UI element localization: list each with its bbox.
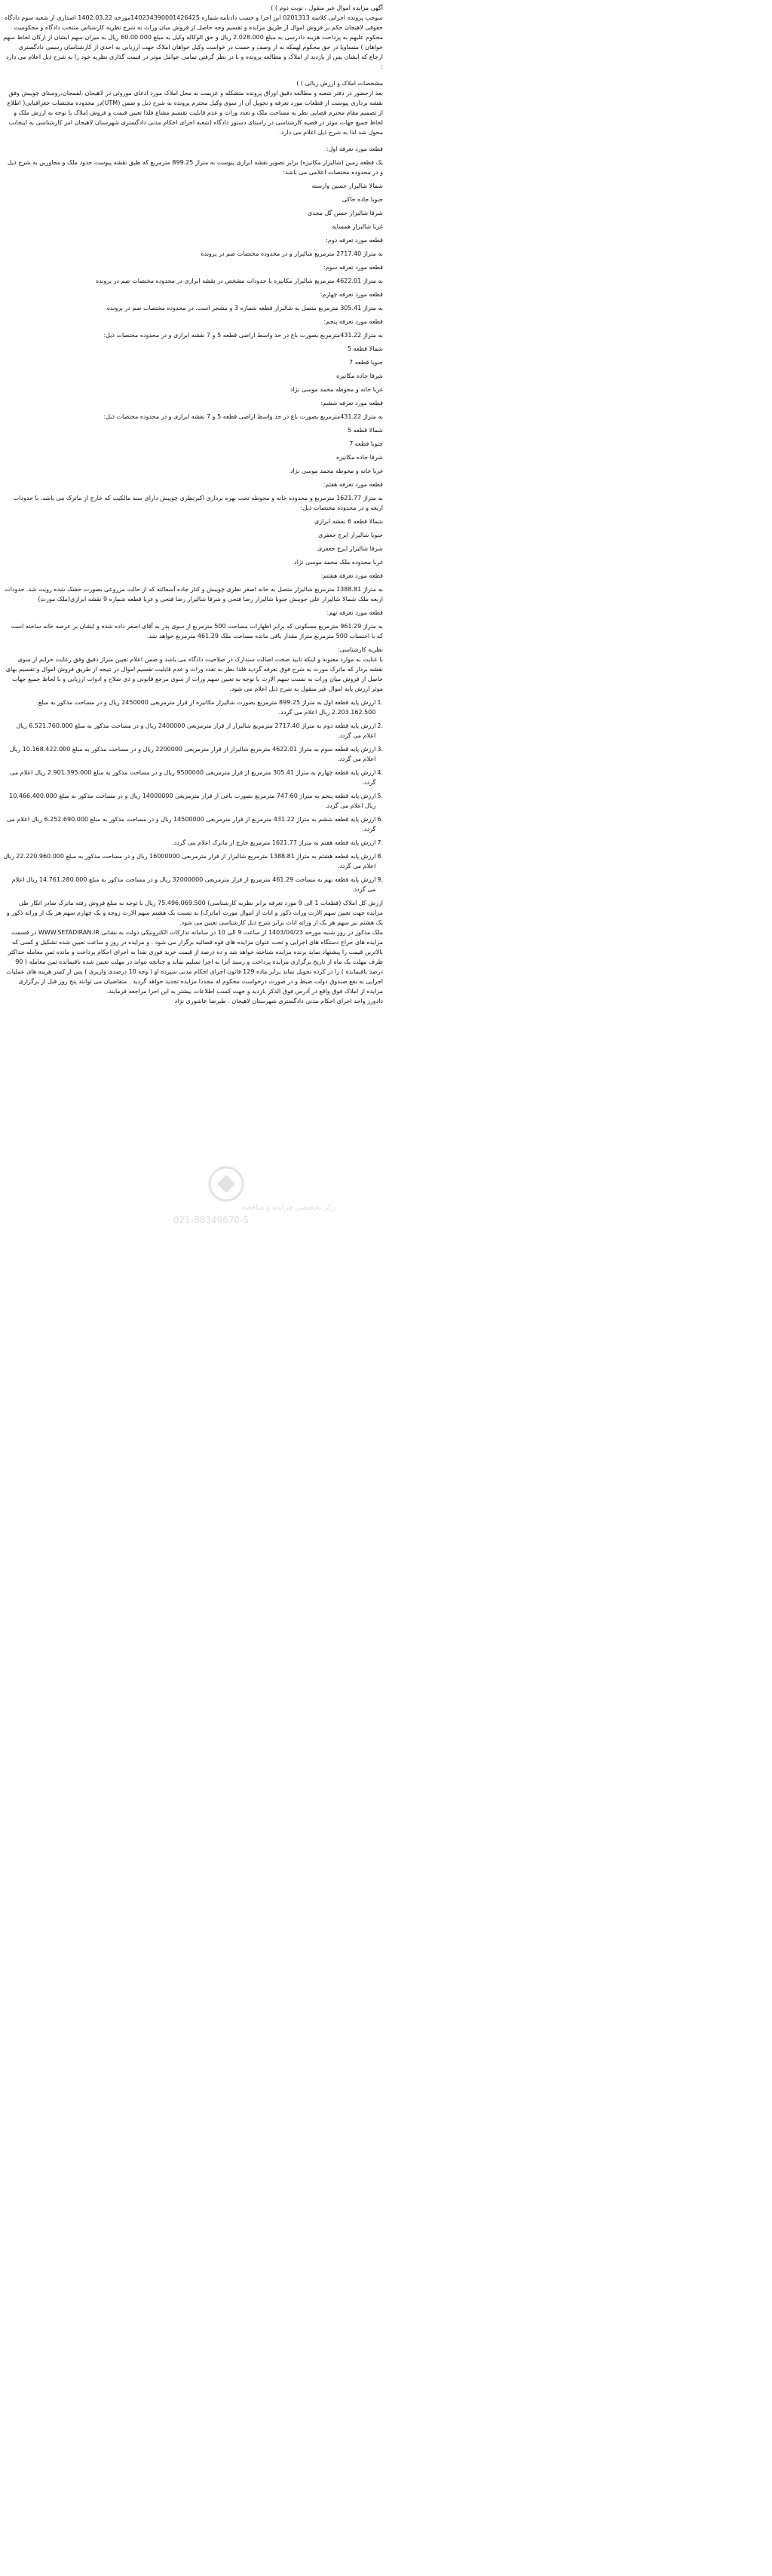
parcel1-boundary-north: شمالا شالیزار حسین وارسته (311, 182, 383, 189)
specs-paragraph: بعد ازحضور در دفتر شعبه و مطالعه دقیق اوراق پرونده متشکله و عزیمت به محل املاک مورد ادعای موروثی در لاهیجان ،لفمجان،روستای چویبش وفق نقشه برداری پیوست از قطعات مورد تعرفه و تحویل آن از سوی وکیل محترم پرونده به شرح ذیل و ضمن (UTM)در محدوده مختصات جغرافیایی( اطلاع از تصمیم مقام محترم قضایی نظر به مساحت ملک و تعدد وراث و عدم قابلیت تقسیم مشاع فلذا تعیین قیمت و فروش املاک با توجه به ارزش ملک و لحاظ جمیع جهات موثر در قضیه کارشناسی در راستای دستور دادگاه (شعبه اجرای احکام مدنی دادگستری شهرستان لاهیجان امر کارشناسی به اینجانب محول شد لذا به شرح ذیل اعلام می دارد. (7, 90, 383, 136)
valuation-number: 3. (377, 746, 383, 753)
parcel5-description: به متراژ 431.22مترمربع بصورت باغ در حد واسط اراضی قطعه 5 و 7 نقشه ابرازی و در محدوده مختصات ذیل: (103, 332, 383, 339)
expert-opinion-heading: نظریه کارشناسی: (338, 646, 383, 653)
valuation-number: 2. (377, 722, 383, 729)
parcel6-heading: قطعه مورد تعرفه ششم: (320, 400, 383, 406)
parcel7-description: به متراژ 1621.77 مترمربع و محدوده خانه و محوطه تحت بهره برداری اکبرنظری چویبش دارای سند مالکیت که خارج از ماترک می باشد. با حدودات اربعه و در محدوده مختصات ذیل: (13, 495, 383, 511)
watermark-emblem (210, 1167, 243, 1201)
parcel7-boundary-north: شمالا قطعه 6 نقشه ابرازی (314, 518, 383, 525)
valuation-text: ارزش پایه قطعه دوم به متراژ 2717.40 مترمربع شالیزار از قرار مترمربعی 2400000 ریال و در مساحت مذکور به مبلغ 6.521.760.000 ریال اعلام می گردد. (16, 722, 376, 739)
parcel6-boundary-north: شمالا قطعه 5 (347, 427, 383, 434)
valuation-text: ارزش پایه قطعه چهارم به متراژ 305.41 مترمربع از قرار مترمربعی 9500000 ریال و در مساحت مذکور به مبلغ 2.901.395.000 ریال اعلام می گردد. (10, 769, 376, 786)
watermark-emblem-mark (217, 1175, 235, 1193)
intro-paragraph: سوجب پرونده اجرایی کلاسه 0201313 ابن اجرا و حسب دادنامه شماره 140234390001426425مورخه 1402.03.22 اصداری از شعبه سوم دادگاه حقوقی لاهیجان حکم بر فروش اموال از طریق مزایده و تقسیم وجه حاصل از فروش میان وراث به شرح نظریه کارشناس منتخب دادگاه و محکومیت محکوم علیهم به پرداخت هزینه دادرسی به مبلغ 2.028.000 ریال و حق الوکاله وکیل به مبلغ 60.00.000 ریال به میزان سهم ایشان از ارکان لحاظ سهم خواهان ) متساویا در حق محکوم لهمکه به از وصف و حسب در خواست وکیل خواهان املاک جهت ارزیابی به احدی از کارشناسان رسمی دادگستری ارجاع که ایشان پس از بازدید از املاک و مطالعه پرونده و با در نظر گرفتن تمامی عوامل موثر در قیمت گذاری نظریه خود را به شرح ذیل اعلام می دارد : (3, 14, 383, 70)
parcel6-boundary-east: شرقا جاده مکانیزه (336, 454, 383, 461)
valuation-item (3, 721, 383, 741)
valuation-item (3, 698, 383, 717)
parcel1-heading: قطعه مورد تعرفه اول: (326, 146, 383, 152)
parcel5-boundary-east: شرقا جاده مکانیزه (336, 373, 383, 379)
valuation-number: 6. (377, 816, 383, 823)
valuation-text: ارزش پایه قطعه ششم به متراژ 431.22 مترمربع از قرار مترمربعی 14500000 ریال و در مساحت مذکور به مبلغ 6.252.690.000 ریال اعلام می گردد. (6, 816, 376, 833)
valuation-item (3, 768, 383, 787)
watermark-phone: 021-88349670-5 (173, 1215, 249, 1225)
auction-notice (0, 0, 386, 1006)
parcel6-description: به متراژ 431.22مترمربع بصورت باغ در حد واسط اراضی قطعه 5 و 7 نقشه ابرازی و در محدوده مختصات ذیل: (103, 413, 383, 420)
parcel9-description: به متراژ 961.29 مترمربع مسکونی که برابر اظهارات مساحت 500 مترمربع از سوی پدر به آقای اصغر داده شده و ایشان بر عرصه خانه ساخته است که با احتساب 500 مترمربع متراژ مقدار باقی مانده مساحت ملک 461.29 مترمربع خواهد شد. (11, 623, 383, 639)
parcel3-heading: قطعه مورد تعرفه سوم: (323, 264, 383, 271)
valuation-text: ارزش پایه قطعه پنجم به متراژ 747.60 مترمربع بصورت باغی از قرار مترمربعی 14000000 ریال و در مساحت مذکور به مبلغ 10.466.400.000 ریال اعلام می گردد. (9, 793, 376, 809)
valuation-item (3, 791, 383, 811)
parcel1-boundary-south: جنوبا جاده خاکی (342, 196, 383, 203)
parcel5-boundary-south: جنوبا قطعه 7 (349, 359, 383, 366)
parcel3-description: به متراژ 4622.01 مترمربع شالیزار مکانیزه با حدودات مشخص در نقشه ابرازی در محدوده مختصات ضم در پرونده (95, 278, 383, 284)
valuation-item (3, 851, 383, 871)
valuation-item (3, 744, 383, 764)
parcel5-boundary-north: شمالا قطعه 5 (347, 345, 383, 352)
valuation-number: 4. (377, 769, 383, 776)
valuation-item (3, 838, 383, 848)
watermark-graphic (128, 1161, 335, 1229)
total-value-paragraph: ارزش کل املاک (قطعات 1 الی 9 مورد تعرفه برابر نظریه کارشناسی) 75.496.069.500 ریال با توجه به مبلغ فروش رفته ماترک صادر اتکار طی مزایده جهت تعیین سهم الارث وراث ذکور و اناث از اموال مورث (ماترک) به نسبت یک هشتم سهم الارث زوجه و یک چهارم سهم هر یک از وراثه ذکور و یک هشتم نیز سهم هر یک از وراثه اناث برابر شرح ذیل کارشناسی تعیین می شود. (6, 900, 383, 926)
parcel8-description: به متراژ 1388.81 مترمربع شالیزار متصل به خانه اصغر نظری چویبش و کنار جاده آسفالته که از حالت مزروعی بصورت خشک شده رویت شد. حدودات اربعه ملک شمالا شالیزار علی جویبش جنوبا شالیزار رضا فتحی و شرقا شالیزار رضا فتحی و غربا قطعه شماره 9 نقشه ابرازی(ملک مورث) (5, 586, 383, 603)
auction-terms-paragraph: ملک مذکور در روز شنبه مورخه 1403/04/23 از ساعت 9 الی 10 در سامانه تدارکات الکترونیکی دولت به نشانی WWW.SETADIRAN.IR در قسمت مزایده های حراج دستگاه های اجرایی و تحت عنوان مزایده های قوه قضائیه برگزار می شود . و مزایده در روز و ساعت تعیین شده تشکیل و کسی که بالاترین قیمت را پیشنهاد نماید برنده مزایده شناخته خواهد شد و ده درصد از قیمت خرید فوری نقدا به اجرای احکام پرداخت و مانده ثمن معامله حداکثر ظرف مهلت یک ماه از تاریخ برگزاری مزایده پرداخت و رسید آنرا به اجرا تسلیم نماید و چنانچه نتواند در مهلت تعیین شده باقیمانده ثمن معامله ( 90 درصد باقیمانده ) را در کرده تحویل نماید برابر ماده 129 قانون اجرای احکام مدنی سپرده او ( وجه 10 درصدی واریزی ) پس از کسر هزینه های عملیات اجرایی به نفع صندوق دولت ضبط و در صورت درخواست محکوم له مجددا مزایده تجدید خواهد گردید . متقاضیان می توانند پنج روز قبل از برگزاری مزایده از املاک فوق واقع در آدرس فوق الذکر بازدید و جهت کسب اطلاعات بیشتر به این اجرا مراجعه فرمایند. (6, 929, 383, 995)
parcel7-heading: قطعه مورد تعرفه هفتم: (323, 481, 383, 488)
valuation-number: 1. (377, 699, 383, 706)
signature-line: دادورز واحد اجرای احکام مدنی دادگستری شهرستان لاهیجان . طبرضا عاشوری نژاد (174, 998, 383, 1004)
parcel1-description: یک قطعه زمین (شالیزار مکانیزه) برابر تصویر نقشه ابرازی پیوست به متراژ 899.25 مترمربع که طبق نقشه پیوست حدود ملک و مجاورین به شرح ذیل و در محدوده مختصات اعلامی می باشد: (7, 159, 383, 176)
watermark-logo (128, 1161, 335, 1229)
parcel6-boundary-south: جنوبا قطعه 7 (349, 440, 383, 447)
valuation-text: ارزش پایه قطعه اول به متراژ 899.25 مترمربع بصورت شالیزار مکانیزه از قرار مترمربعی 2450000 ریال و در مساحت مذکور به مبلغ 2.203.162.500 ریال اعلام می گردد. (38, 699, 376, 716)
valuation-item (3, 875, 383, 894)
parcel7-boundary-south: جنوبا شالیزار ایرج جعفری (318, 532, 383, 538)
valuation-item (3, 814, 383, 834)
parcel5-heading: قطعه مورد تعرفه پنجم: (323, 318, 383, 325)
valuation-number: 7. (377, 839, 383, 846)
parcel1-boundary-west: غربا شالیزار همسایه (332, 223, 383, 230)
valuation-text: ارزش پایه قطعه هشتم به متراژ 1388.81 مترمربع شالیزار از قرار مترمربعی 16000000 ریال و در مساحت مذکور به مبلغ 22.220.960.000 ریال اعلام می گردد. (3, 853, 376, 869)
parcel7-boundary-east: شرقا شالیزار ایرج جعفری (317, 545, 383, 552)
parcel2-description: به متراژ 2717.40 مترمربع شالیزار و در محدوده مختصات ضم در پرونده (201, 250, 383, 257)
valuation-number: 9. (377, 876, 383, 883)
notice-title: آگهی مزایده اموال غیر منقول ، نوبت دوم ) ) (271, 5, 383, 11)
valuation-number: 8. (377, 853, 383, 860)
watermark-text: رکز تخصصی مزایده و مناقصه (241, 1204, 335, 1212)
parcel4-description: به متراژ 305.41 مترمربع متصل به شالیزار قطعه شماره 3 و مشجر است. در محدوده مختصات ضم در پرونده (106, 305, 383, 311)
parcel1-boundary-east: شرقا شالیزار حسن گل مجدی (308, 210, 383, 216)
valuation-text: ارزش پایه قطعه هفتم به متراژ 1621.77 مترمربع خارج از ماترک اعلام می گردد. (172, 839, 376, 846)
parcel9-heading: قطعه مورد تعرفه نهم: (326, 609, 383, 616)
specs-heading: مشخصات املاک و ارزش ریالی ) ) (296, 80, 383, 87)
parcel2-heading: قطعه مورد تعرفه دوم: (326, 237, 383, 244)
valuation-number: 5. (377, 793, 383, 799)
parcel4-heading: قطعه مورد تعرفه چهارم: (320, 291, 383, 298)
expert-opinion-paragraph: با عنایت به موارد معنونه و اینکه تابید صحت اصالت سندارک در صلاحیت دادگاه می باشد و ضمن اعلام تعیین متراژ دقیق وفق رعایت حرایم از سوی نقشه بردار که ماترک مورث به شرح فوق تعرفه گردید فلذا نظر به تعدد وراث و عدم قابلیت تقسیم اموال در نتیجه از طریق فروش اموال و تقسیم بهای حاصل از فروش میان وراث به نسبت سهم الارث با توجه به تعیین سهم وراث از سوی مرجع قانونی و ذی صلاح و ادوات ارزیابی و با لحاظ جمیع جهات موثر ارزش پایه اموال غیر منقول به شرح ذیل اعلام می شود. (5, 656, 383, 692)
parcel7-boundary-west: غربا محدوده ملک محمد موسی نژاد (294, 559, 383, 566)
parcel6-boundary-west: غربا خانه و محوطه محمد موسی نژاد (290, 468, 383, 474)
valuation-text: ارزش پایه قطعه سوم به متراژ 4622.01 مترمربع شالیزار از قرار مترمربعی 2200000 ریال و در مساحت مذکور به مبلغ 10.168.422.000 ریال اعلام می گردد. (9, 746, 376, 762)
parcel5-boundary-west: غربا خانه و محوطه محمد موسی نژاد (290, 386, 383, 393)
valuation-text: ارزش پایه قطعه نهم به مساحت 461.29 مترمربع از قرار مترمربعی 32000000 ریال و در مساحت مذکور به مبلغ 14.761.280.000 ریال اعلام می گردد. (11, 876, 376, 893)
parcel8-heading: قطعه مورد تعرفه هشتم: (320, 572, 383, 579)
